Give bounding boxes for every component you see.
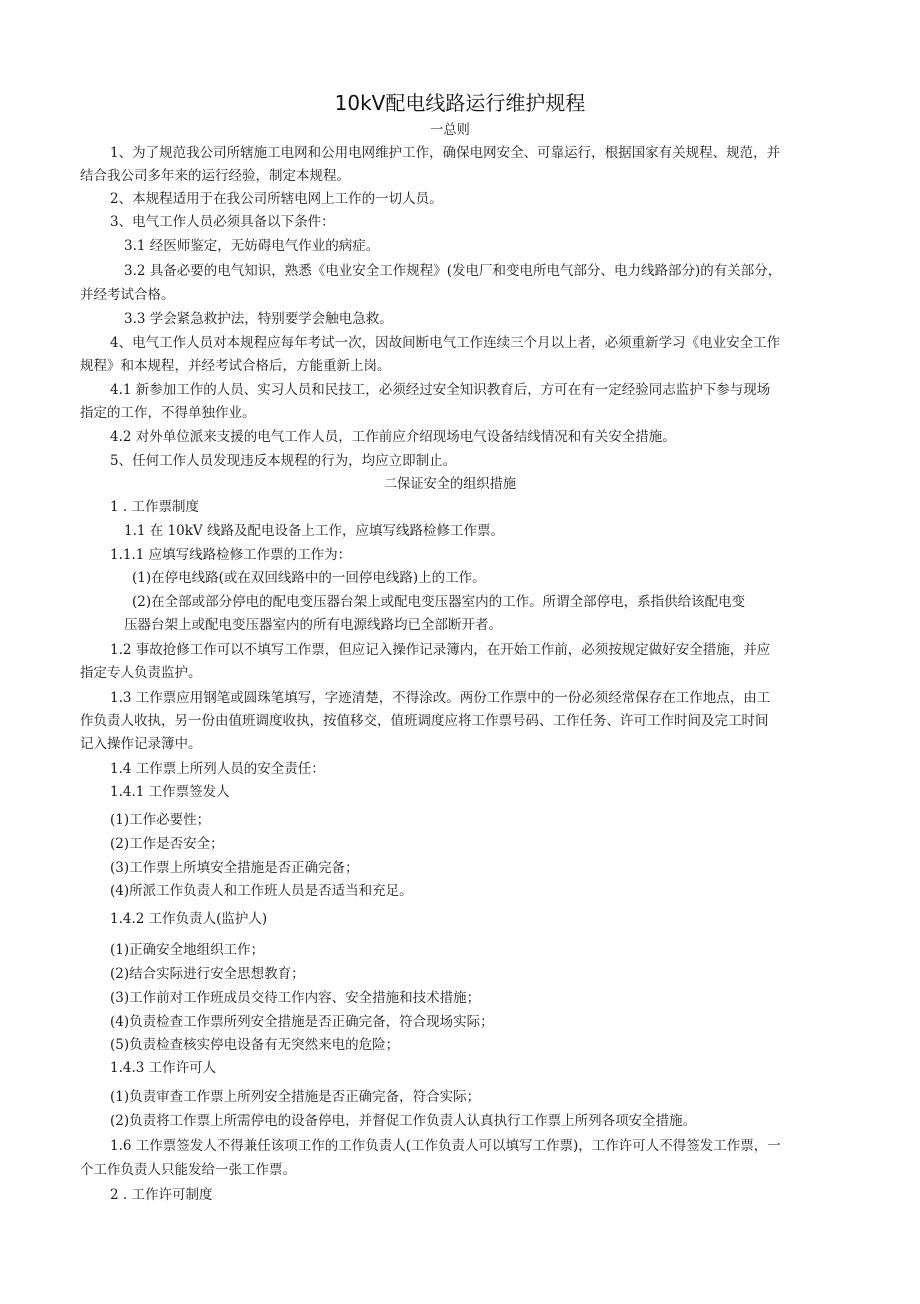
paragraph-line: 3.1 经医师鉴定，无妨碍电气作业的病症。 <box>124 238 380 254</box>
paragraph-line: 作负责人收执，另一份由值班调度收执，按值移交，值班调度应将工作票号码、工作任务、许可工作时间及完工时间 <box>80 713 769 729</box>
document-title: 10kV配电线路运行维护规程 <box>334 91 586 115</box>
list-item: (1)负责审查工作票上所列安全措施是否正确完备，符合实际； <box>110 1089 481 1105</box>
paragraph-line: 1.6 工作票签发人不得兼任该项工作的工作负责人(工作负责人可以填写工作票)，工作许可人不得签发工作票，一 <box>110 1138 781 1154</box>
paragraph-line: 1.4 工作票上所列人员的安全责任： <box>110 761 325 777</box>
paragraph-line: 1.4.2 工作负责人(监护人) <box>110 911 268 927</box>
paragraph-line: 1、为了规范我公司所辖施工电网和公用电网维护工作，确保电网安全、可靠运行，根据国家有关规程、规范，并 <box>110 145 781 161</box>
list-item: (2)负责将工作票上所需停电的设备停电，并督促工作负责人认真执行工作票上所列各项安全措施。 <box>110 1113 697 1129</box>
paragraph-line: 1.1.1 应填写线路检修工作票的工作为： <box>110 547 352 563</box>
list-item: (4)负责检查工作票所列安全措施是否正确完备，符合现场实际； <box>110 1014 494 1030</box>
list-item: 压器台架上或配电变压器室内的所有电源线路均已全部断开者。 <box>124 617 502 633</box>
list-item: (1)在停电线路(或在双回线路中的一回停电线路)上的工作。 <box>132 570 486 586</box>
paragraph-line: 规程》和本规程，并经考试合格后，方能重新上岗。 <box>80 358 391 374</box>
paragraph-line: 1.2 事故抢修工作可以不填写工作票，但应记入操作记录簿内，在开始工作前，必须按规定做好安全措施，并应 <box>110 642 771 658</box>
paragraph-line: 记入操作记录簿中。 <box>80 736 202 752</box>
paragraph-line: 3.2 具备必要的电气知识，熟悉《电业安全工作规程》(发电厂和变电所电气部分、电力线路部分)的有关部分， <box>124 263 782 279</box>
list-item: (2)在全部或部分停电的配电变压器台架上或配电变压器室内的工作。所谓全部停电，系指供给该配电变 <box>132 594 746 610</box>
list-item: (2)结合实际进行安全思想教育； <box>110 966 305 982</box>
paragraph-line: 1.1 在 10kV 线路及配电设备上工作，应填写线路检修工作票。 <box>124 523 504 539</box>
section-heading-general: 一总则 <box>430 122 470 138</box>
paragraph-line: 1.4.3 工作许可人 <box>110 1060 217 1076</box>
paragraph-line: 1 . 工作票制度 <box>110 499 199 515</box>
paragraph-line: 3、电气工作人员必须具备以下条件： <box>110 214 335 230</box>
paragraph-line: 2、本规程适用于在我公司所辖电网上工作的一切人员。 <box>110 191 443 207</box>
paragraph-line: 指定的工作，不得单独作业。 <box>80 405 256 421</box>
list-item: (5)负责检查核实停电设备有无突然来电的危险； <box>110 1037 400 1053</box>
list-item: (2)工作是否安全； <box>110 836 224 852</box>
list-item: (3)工作前对工作班成员交待工作内容、安全措施和技术措施； <box>110 990 481 1006</box>
paragraph-line: 3.3 学会紧急救护法，特别要学会触电急救。 <box>124 311 393 327</box>
paragraph-line: 并经考试合格。 <box>80 287 175 303</box>
list-item: (1)工作必要性； <box>110 812 211 828</box>
list-item: (4)所派工作负责人和工作班人员是否适当和充足。 <box>110 883 413 899</box>
paragraph-line: 个工作负责人只能发给一张工作票。 <box>80 1162 296 1178</box>
paragraph-line: 4、电气工作人员对本规程应每年考试一次，因故间断电气工作连续三个月以上者，必须重新学习《电业安全工作 <box>110 335 781 351</box>
paragraph-line: 2 . 工作许可制度 <box>110 1187 213 1203</box>
list-item: (3)工作票上所填安全措施是否正确完备； <box>110 860 359 876</box>
paragraph-line: 指定专人负责监护。 <box>80 665 202 681</box>
section-heading-organizational-measures: 二保证安全的组织措施 <box>383 476 517 492</box>
paragraph-line: 1.4.1 工作票签发人 <box>110 784 230 800</box>
paragraph-line: 4.2 对外单位派来支援的电气工作人员，工作前应介绍现场电气设备结线情况和有关安全措施。 <box>110 429 676 445</box>
paragraph-line: 1.3 工作票应用钢笔或圆珠笔填写，字迹清楚，不得涂改。两份工作票中的一份必须经常保存在工作地点，由工 <box>110 690 771 706</box>
paragraph-line: 5、任何工作人员发现违反本规程的行为，均应立即制止。 <box>110 453 457 469</box>
list-item: (1)正确安全地组织工作； <box>110 942 265 958</box>
paragraph-line: 结合我公司多年来的运行经验，制定本规程。 <box>80 168 350 184</box>
paragraph-line: 4.1 新参加工作的人员、实习人员和民技工，必须经过安全知识教育后，方可在有一定经验同志监护下参与现场 <box>110 382 771 398</box>
